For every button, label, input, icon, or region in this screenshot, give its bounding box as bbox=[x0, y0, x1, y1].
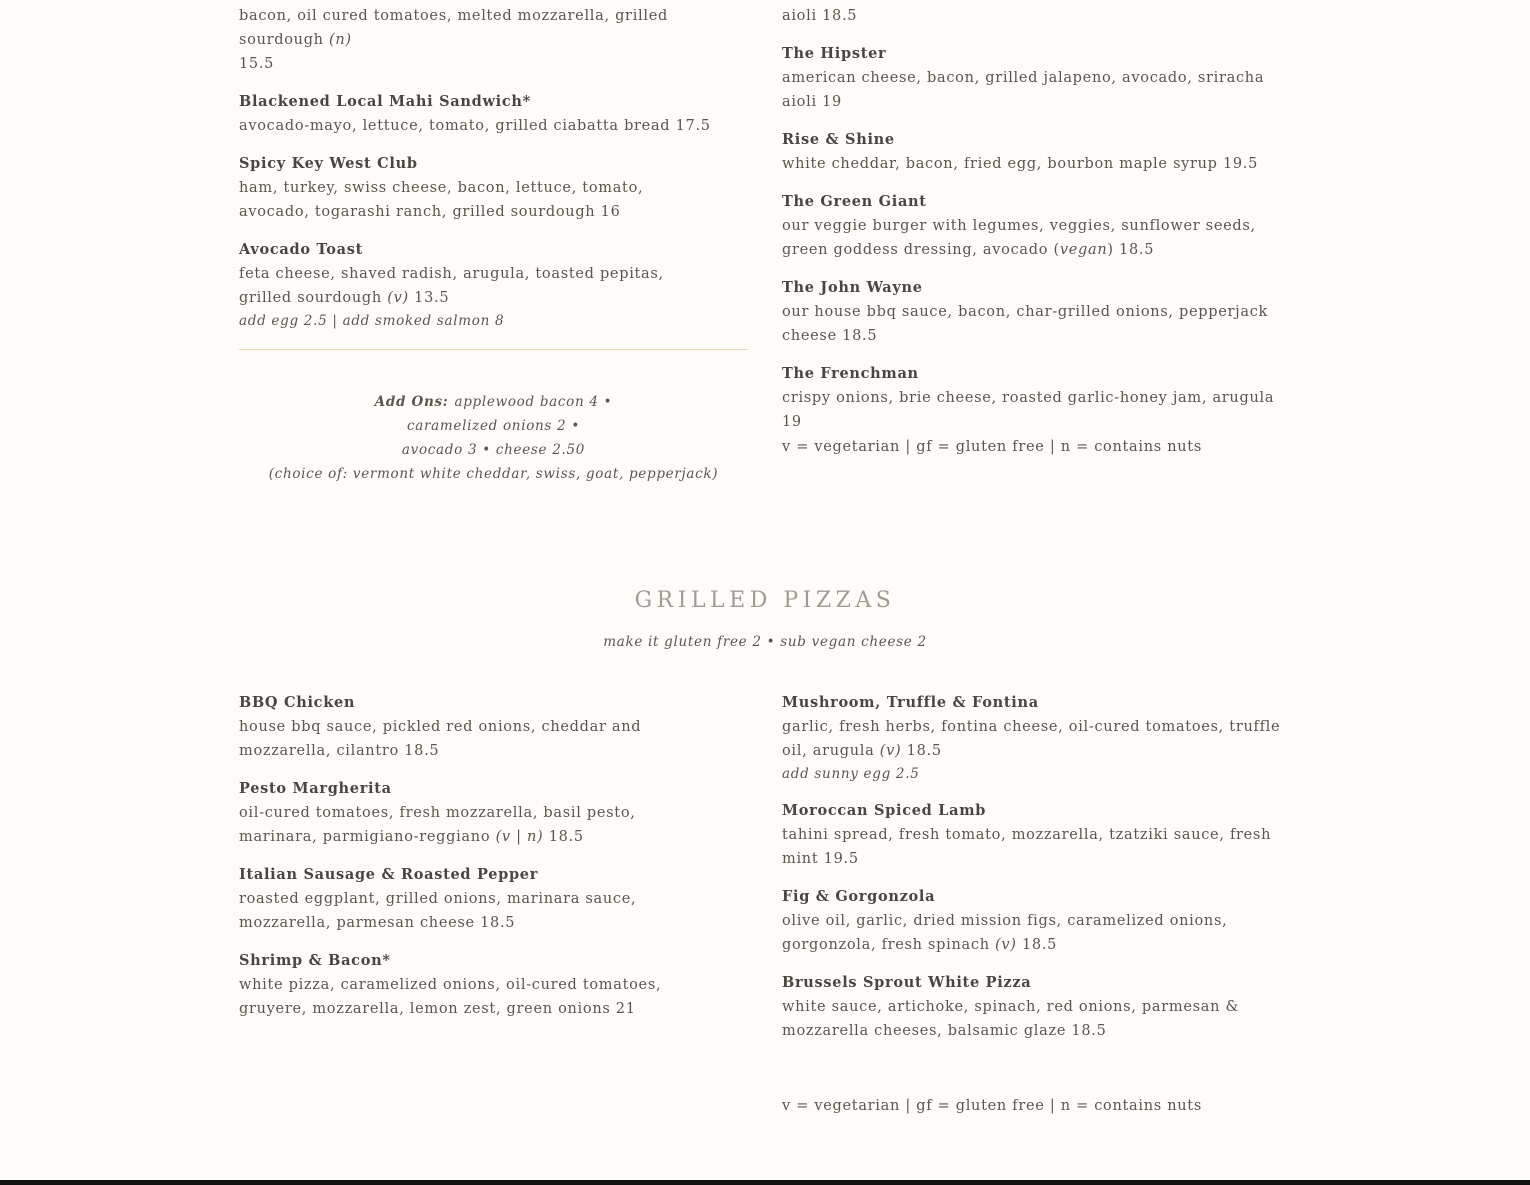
menu-item-description: olive oil, garlic, dried mission figs, caramelized onions, gorgonzola, fresh spinach (v) 18.5 bbox=[782, 913, 1228, 953]
menu-item-description: house bbq sauce, pickled red onions, cheddar and mozzarella, cilantro 18.5 bbox=[239, 719, 642, 759]
menu-item bbox=[782, 276, 1282, 348]
add-ons-block bbox=[239, 390, 748, 486]
menu-item-description: our veggie burger with legumes, veggies, sunflower seeds, green goddess dressing, avocado (vegan) 18.5 bbox=[782, 218, 1256, 258]
menu-item bbox=[239, 152, 689, 224]
menu-item-name: BBQ Chicken bbox=[239, 694, 356, 711]
menu-item-description: feta cheese, shaved radish, arugula, toasted pepitas, grilled sourdough (v) 13.5 bbox=[239, 266, 664, 306]
menu-item-name: Pesto Margherita bbox=[239, 780, 392, 797]
menu-item bbox=[782, 885, 1292, 957]
menu-item-description: tahini spread, fresh tomato, mozzarella, tzatziki sauce, fresh mint 19.5 bbox=[782, 827, 1272, 867]
menu-item-description: bacon, oil cured tomatoes, melted mozzarella, grilled sourdough (n) 15.5 bbox=[239, 8, 668, 72]
dietary-legend: v = vegetarian | gf = gluten free | n = contains nuts bbox=[782, 1098, 1202, 1114]
menu-item bbox=[239, 90, 749, 138]
menu-item-name: Moroccan Spiced Lamb bbox=[782, 802, 987, 819]
menu-item bbox=[782, 799, 1282, 871]
pizzas-left-column bbox=[239, 691, 749, 1035]
menu-item-description: white sauce, artichoke, spinach, red onions, parmesan & mozzarella cheeses, balsamic glaze 18.5 bbox=[782, 999, 1240, 1039]
menu-item bbox=[239, 4, 749, 76]
add-ons-line: (choice of: vermont white cheddar, swiss, goat, pepperjack) bbox=[268, 466, 719, 482]
menu-item bbox=[782, 691, 1282, 785]
menu-item-description: ham, turkey, swiss cheese, bacon, lettuce, tomato, avocado, togarashi ranch, grilled sourdough 16 bbox=[239, 180, 644, 220]
menu-item-name: Mushroom, Truffle & Fontina bbox=[782, 694, 1039, 711]
menu-item bbox=[782, 971, 1292, 1043]
menu-item-name: Italian Sausage & Roasted Pepper bbox=[239, 866, 539, 883]
menu-item-name: Spicy Key West Club bbox=[239, 155, 418, 172]
menu-item bbox=[782, 4, 1292, 28]
menu-item-addon: add sunny egg 2.5 bbox=[782, 766, 920, 782]
menu-item-name: The Green Giant bbox=[782, 193, 927, 210]
menu-item-name: Shrimp & Bacon* bbox=[239, 952, 391, 969]
add-ons-label: Add Ons: bbox=[374, 394, 449, 410]
menu-item-description: american cheese, bacon, grilled jalapeno, avocado, sriracha aioli 19 bbox=[782, 70, 1265, 110]
menu-item-addon: add egg 2.5 | add smoked salmon 8 bbox=[239, 313, 505, 329]
menu-item-name: Blackened Local Mahi Sandwich* bbox=[239, 93, 531, 110]
menu-item-description: roasted eggplant, grilled onions, marinara sauce, mozzarella, parmesan cheese 18.5 bbox=[239, 891, 637, 931]
add-ons-line: Add Ons: applewood bacon 4 • bbox=[374, 394, 613, 410]
footer-bar bbox=[0, 1180, 1530, 1185]
section-subtitle: make it gluten free 2 • sub vegan cheese 2 bbox=[603, 634, 927, 650]
menu-item-name: Rise & Shine bbox=[782, 131, 895, 148]
menu-item-name: The Hipster bbox=[782, 45, 887, 62]
menu-item bbox=[239, 691, 709, 763]
menu-item bbox=[782, 362, 1292, 434]
menu-item bbox=[782, 128, 1292, 176]
menu-item-name: The John Wayne bbox=[782, 279, 923, 296]
menu-item-description: avocado-mayo, lettuce, tomato, grilled ciabatta bread 17.5 bbox=[239, 118, 711, 134]
menu-item-name: Brussels Sprout White Pizza bbox=[782, 974, 1032, 991]
dietary-legend: v = vegetarian | gf = gluten free | n = contains nuts bbox=[782, 439, 1202, 455]
menu-item-name: Avocado Toast bbox=[239, 241, 363, 258]
menu-item bbox=[239, 238, 689, 332]
menu-item-description: oil-cured tomatoes, fresh mozzarella, basil pesto, marinara, parmigiano-reggiano (v | n) 18.5 bbox=[239, 805, 636, 845]
menu-item-description: white pizza, caramelized onions, oil-cured tomatoes, gruyere, mozzarella, lemon zest, green onions 21 bbox=[239, 977, 662, 1017]
menu-item bbox=[782, 190, 1272, 262]
sandwiches-right-column bbox=[782, 4, 1292, 448]
menu-item bbox=[239, 863, 699, 935]
section-divider bbox=[239, 349, 748, 350]
menu-item-description: crispy onions, brie cheese, roasted garlic-honey jam, arugula 19 bbox=[782, 390, 1275, 430]
menu-item-name: Fig & Gorgonzola bbox=[782, 888, 936, 905]
menu-item bbox=[239, 949, 709, 1021]
menu-item-description: our house bbq sauce, bacon, char-grilled onions, pepperjack cheese 18.5 bbox=[782, 304, 1269, 344]
menu-item-description: garlic, fresh herbs, fontina cheese, oil-cured tomatoes, truffle oil, arugula (v) 18.5 bbox=[782, 719, 1281, 759]
sandwiches-left-column bbox=[239, 4, 749, 346]
menu-item bbox=[239, 777, 689, 849]
menu-item-name: The Frenchman bbox=[782, 365, 919, 382]
section-title-grilled-pizzas: GRILLED PIZZAS bbox=[634, 588, 896, 613]
pizzas-right-column bbox=[782, 691, 1292, 1057]
add-ons-line: caramelized onions 2 • bbox=[407, 418, 580, 434]
menu-item-description: aioli 18.5 bbox=[782, 8, 858, 24]
menu-item-description: white cheddar, bacon, fried egg, bourbon maple syrup 19.5 bbox=[782, 156, 1259, 172]
menu-item bbox=[782, 42, 1292, 114]
add-ons-line: avocado 3 • cheese 2.50 bbox=[401, 442, 586, 458]
